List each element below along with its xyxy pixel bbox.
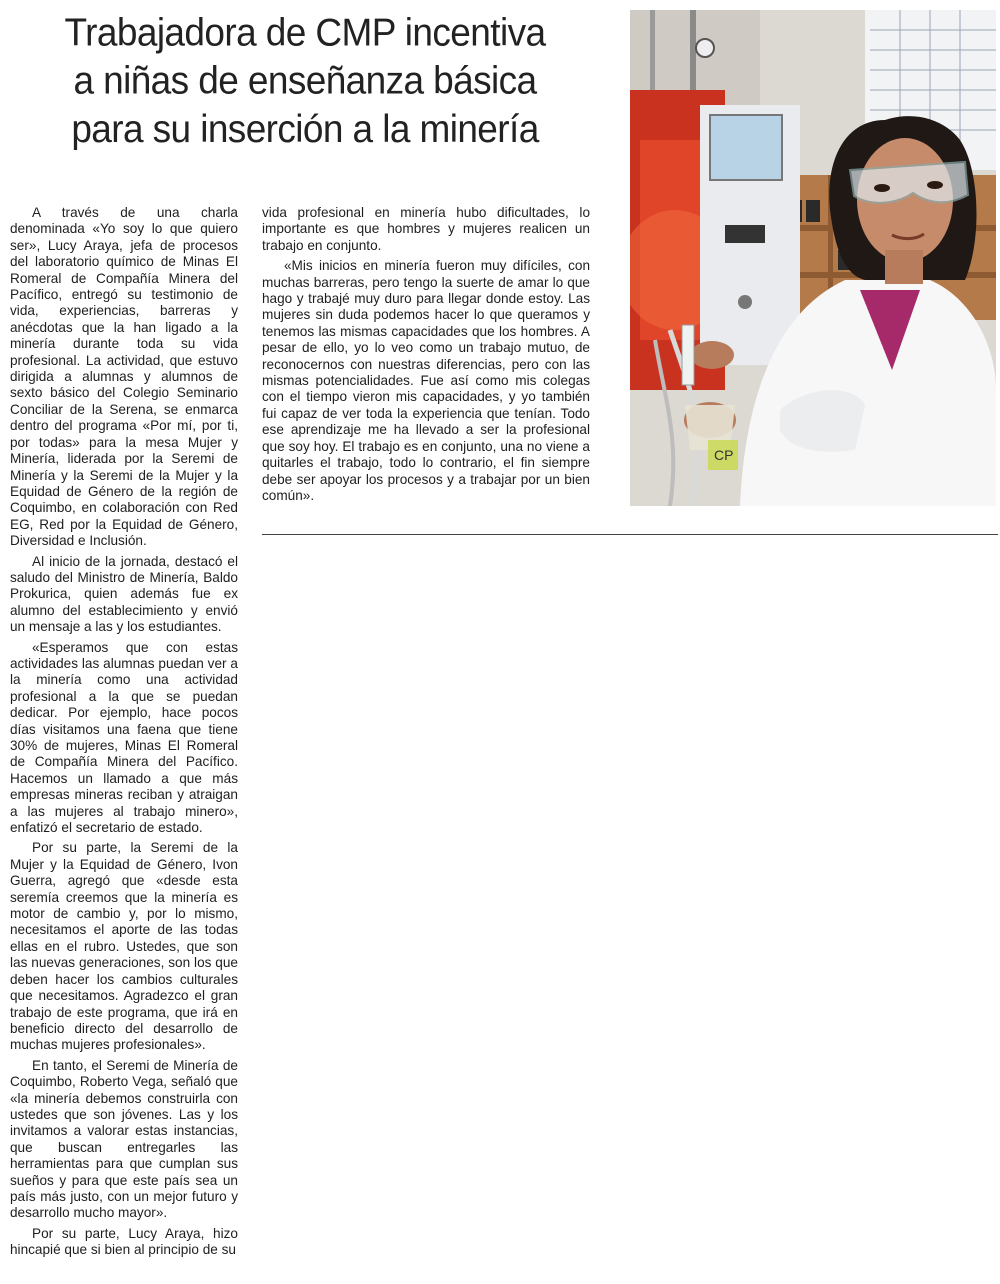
- paragraph: Por su parte, Lucy Araya, hizo hincapié que si bien al principio de su: [10, 1225, 238, 1258]
- paragraph: En tanto, el Seremi de Minería de Coquimbo, Roberto Vega, señaló que «la minería debemos construirla con ustedes que son jóvenes. Las y los invitamos a valorar estas instancias, que buscan entregarles las herramientas para que cumplan sus sueños y para que este país sea un país más justo, con un mejor futuro y desarrollo mucho mayor».: [10, 1057, 238, 1221]
- article-column-1: [10, 205, 238, 1280]
- paragraph: «Esperamos que con estas actividades las alumnas puedan ver a la minería como una actividad profesional a la que se puedan dedicar. Por ejemplo, hace pocos días visitamos una faena que tiene 30% de mujeres, Minas El Romeral de Compañía Minera del Pacífico. Hacemos un llamado a que más empresas mineras reciban y atraigan a las mujeres al trabajo minero», enfatizó el secretario de estado.: [10, 639, 238, 836]
- article-column-2: [262, 205, 590, 508]
- column-divider-rule: [262, 534, 998, 535]
- lab-worker-photo: [630, 10, 996, 506]
- paragraph: A través de una charla denominada «Yo soy lo que quiero ser», Lucy Araya, jefa de procesos del laboratorio químico de Minas El Romeral de Compañía Minera del Pacífico, entregó su testimonio de vida, experiencias, barreras y anécdotas que la han ligado a la minería durante toda su vida profesional. La actividad, que estuvo dirigida a alumnas y alumnos de sexto básico del Colegio Seminario Conciliar de la Serena, se enmarca dentro del programa «Por mí, por ti, por todas» para la mesa Mujer y Minería, liderada por la Seremi de Minería y la Seremi de la Mujer y la Equidad de Género de la región de Coquimbo, en colaboración con Red EG, Red por la Equidad de Género, Diversidad e Inclusión.: [10, 205, 238, 549]
- headline-line: Trabajadora de CMP incentiva: [64, 10, 546, 54]
- headline-line: para su inserción a la minería: [71, 107, 539, 151]
- paragraph: «Mis inicios en minería fueron muy difíciles, con muchas barreras, pero tengo la suerte de amar lo que hago y trabajé muy duro para llegar donde estoy. Las mujeres sin duda podemos hacer lo que queramos y tenemos las mismas capacidades que los hombres. A pesar de ello, yo lo veo como un trabajo mutuo, de reconocernos con nuestras diferencias, pero con las mismas potencialidades. Fue así como mis colegas con el tiempo vieron mis capacidades, y yo también fui capaz de ver toda la experiencia que tenían. Todo ese aprendizaje me ha llevado a ser la profesional que soy hoy. El trabajo es en conjunto, una no viene a quitarles el trabajo, todo lo contrario, el fin siempre debe ser apoyar los procesos y a trabajar por un bien común».: [262, 258, 590, 503]
- bottle-label-text: CP: [714, 447, 734, 463]
- headline: [20, 9, 590, 154]
- paragraph: Por su parte, la Seremi de la Mujer y la Equidad de Género, Ivon Guerra, agregó que «desde esta seremía creemos que la minería es motor de cambio y, por lo mismo, necesitamos el aporte de las todas ellas en el rubro. Ustedes, que son las nuevas generaciones, son los que deben hacer los cambios culturales que necesitamos. Agradezco el gran trabajo de este programa, que irá en beneficio directo del desarrollo de muchas mujeres profesionales».: [10, 840, 238, 1053]
- paragraph: Al inicio de la jornada, destacó el saludo del Ministro de Minería, Baldo Prokurica, quien además fue ex alumno del establecimiento y envió un mensaje a las y los estudiantes.: [10, 553, 238, 635]
- headline-line: a niñas de enseñanza básica: [73, 58, 537, 102]
- paragraph: vida profesional en minería hubo dificultades, lo importante es que hombres y mujeres realicen un trabajo en conjunto.: [262, 205, 590, 253]
